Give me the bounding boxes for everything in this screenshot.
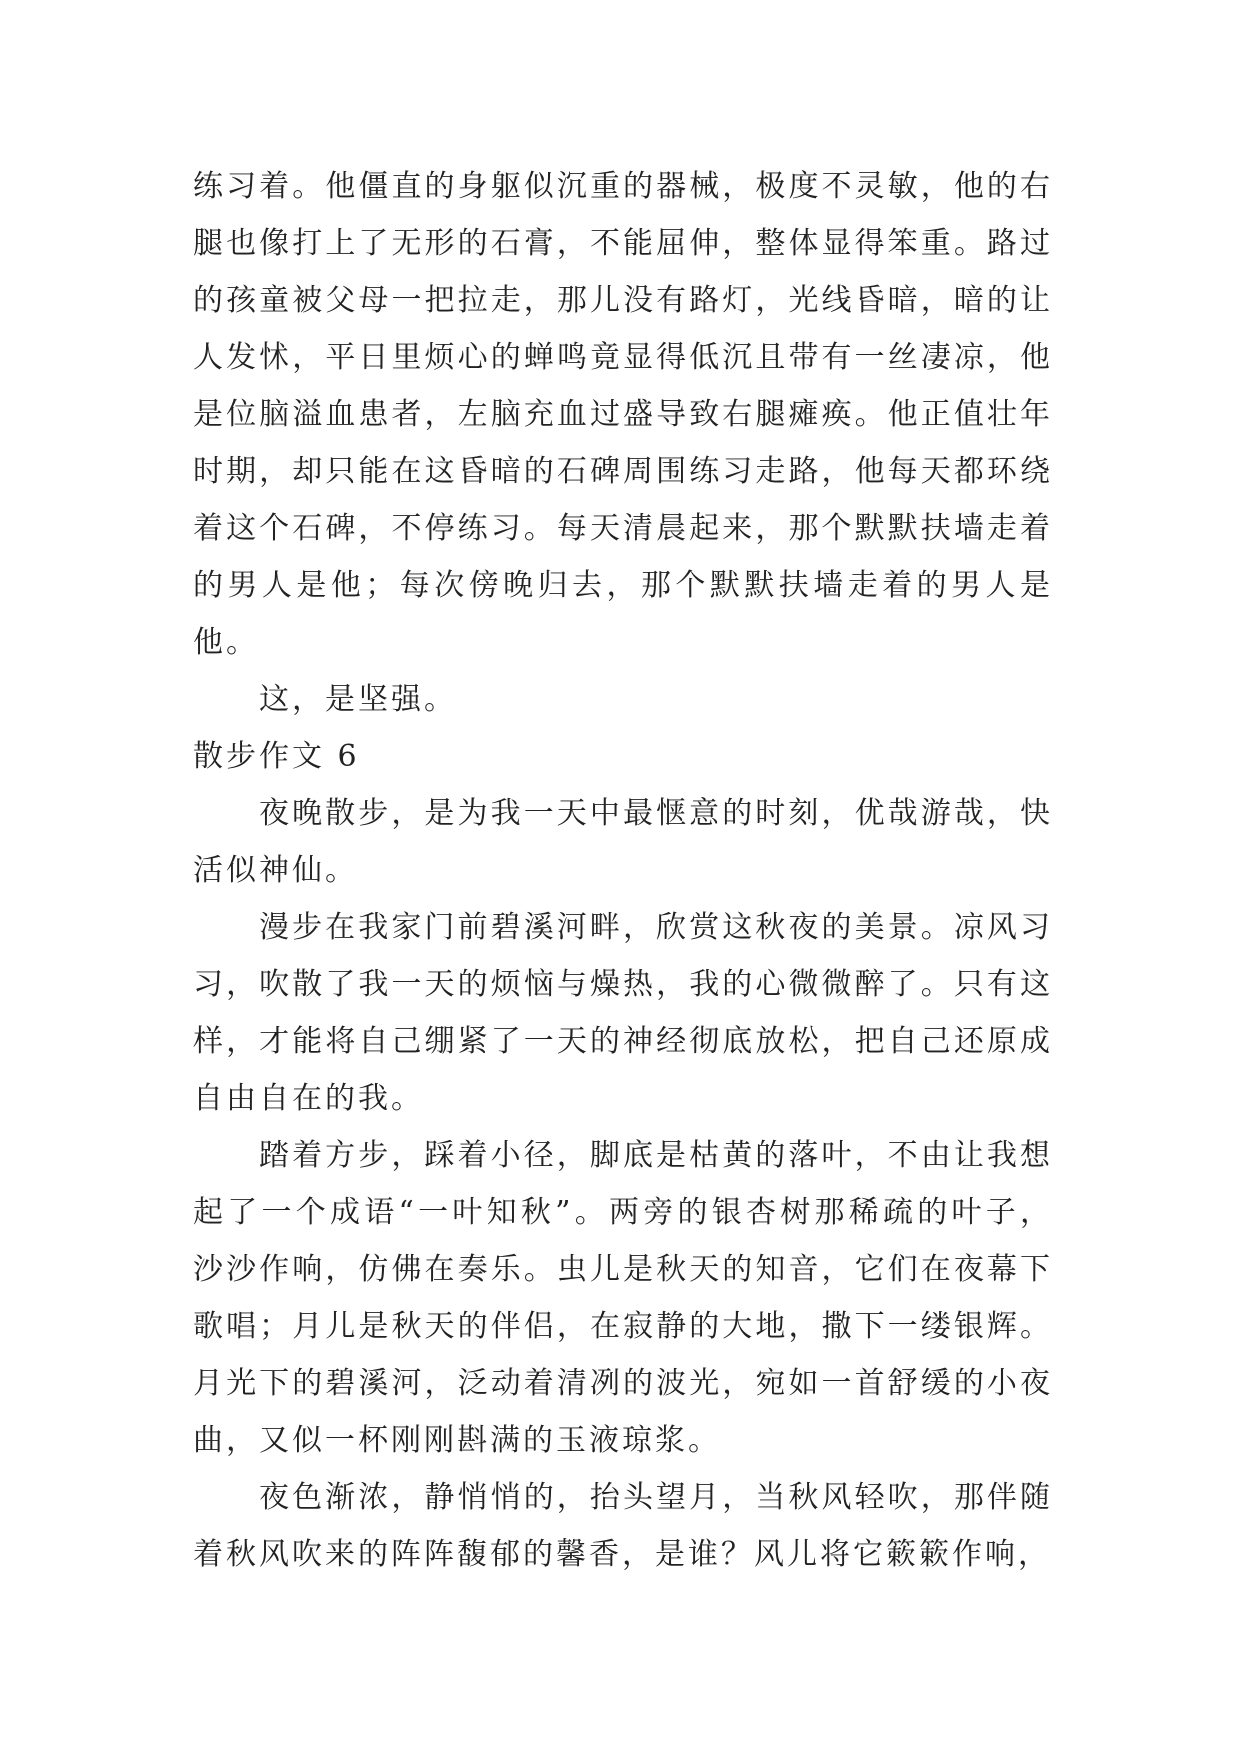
paragraph-conclusion: 这，是坚强。 bbox=[259, 682, 457, 717]
section-heading: 散步作文 6 bbox=[193, 739, 360, 774]
document-body bbox=[193, 158, 1053, 1583]
paragraph: 漫步在我家门前碧溪河畔，欣赏这秋夜的美景。凉风习习，吹散了我一天的烦恼与燥热，我的心微微醉了。只有这样，才能将自己绷紧了一天的神经彻底放松，把自己还原成自由自在的我。 bbox=[193, 910, 1053, 1116]
paragraph-continuation: 练习着。他僵直的身躯似沉重的器械，极度不灵敏，他的右腿也像打上了无形的石膏，不能屈伸，整体显得笨重。路过的孩童被父母一把拉走，那儿没有路灯，光线昏暗，暗的让人发怵，平日里烦心的蝉鸣竟显得低沉且带有一丝凄凉，他是位脑溢血患者，左脑充血过盛导致右腿瘫痪。他正值壮年时期，却只能在这昏暗的石碑周围练习走路，他每天都环绕着这个石碑，不停练习。每天清晨起来，那个默默扶墙走着的男人是他；每次傍晚归去，那个默默扶墙走着的男人是他。 bbox=[193, 169, 1053, 660]
paragraph: 夜晚散步，是为我一天中最惬意的时刻，优哉游哉，快活似神仙。 bbox=[193, 796, 1053, 888]
paragraph: 夜色渐浓，静悄悄的，抬头望月，当秋风轻吹，那伴随着秋风吹来的阵阵馥郁的馨香，是谁？风儿将它簌簌作响， bbox=[193, 1480, 1053, 1572]
paragraph: 踏着方步，踩着小径，脚底是枯黄的落叶，不由让我想起了一个成语“一叶知秋”。两旁的银杏树那稀疏的叶子，沙沙作响，仿佛在奏乐。虫儿是秋天的知音，它们在夜幕下歌唱；月儿是秋天的伴侣，在寂静的大地，撒下一缕银辉。月光下的碧溪河，泛动着清冽的波光，宛如一首舒缓的小夜曲，又似一杯刚刚斟满的玉液琼浆。 bbox=[193, 1138, 1053, 1458]
